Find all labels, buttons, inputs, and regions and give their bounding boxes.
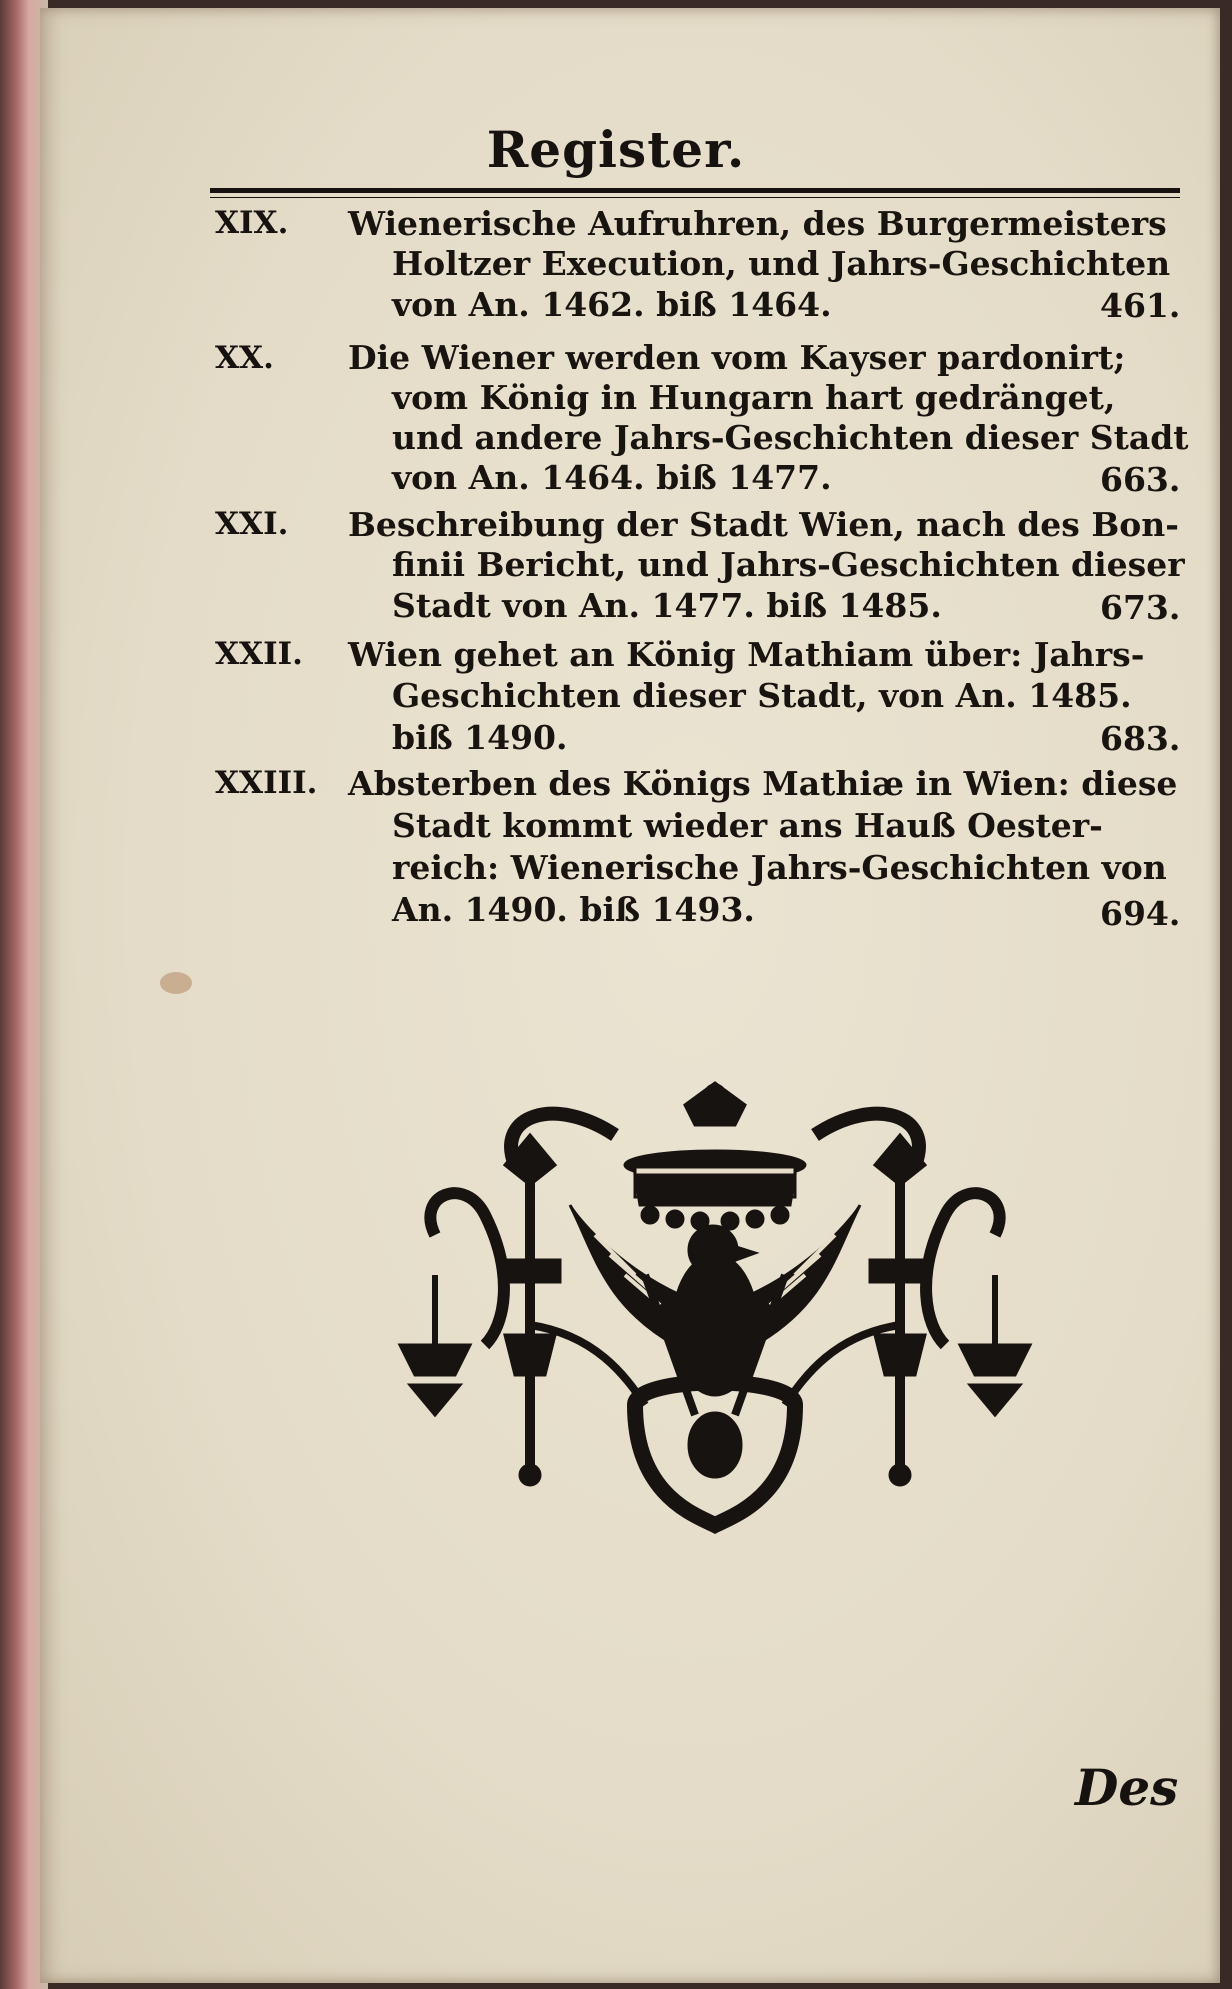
entry-line: Beschreibung der Stadt Wien, nach des Bon- [348, 505, 1179, 544]
eagle-crown-vignette-icon [395, 1075, 1035, 1535]
entry-page-number: 683. [1100, 719, 1181, 758]
entry-line: und andere Jahrs-Geschichten dieser Stadt [392, 418, 1189, 457]
entry-number: XXIII. [215, 765, 318, 801]
entry-line: An. 1490. biß 1493. [392, 890, 755, 929]
entry-line: Absterben des Königs Mathiæ in Wien: diese [348, 764, 1178, 803]
entry-line: von An. 1462. biß 1464. [392, 285, 832, 324]
entry-page-number: 663. [1100, 460, 1181, 499]
entry-line: Wienerische Aufruhren, des Burgermeisters [348, 204, 1167, 243]
entry-line: biß 1490. [392, 718, 568, 757]
entry-number: XIX. [215, 205, 289, 241]
entry-line: Geschichten dieser Stadt, von An. 1485. [392, 676, 1132, 715]
entry-page-number: 461. [1100, 286, 1181, 325]
entry-line: von An. 1464. biß 1477. [392, 458, 832, 497]
entry-page-number: 694. [1100, 894, 1181, 933]
entry-line: Stadt kommt wieder ans Hauß Oester- [392, 806, 1103, 845]
catchword: Des [1075, 1758, 1179, 1817]
entry-number: XXII. [215, 636, 303, 672]
entry-number: XX. [215, 340, 274, 376]
entry-line: finii Bericht, und Jahrs-Geschichten dieser [392, 545, 1185, 584]
entry-line: Stadt von An. 1477. biß 1485. [392, 586, 942, 625]
entry-line: Holtzer Execution, und Jahrs-Geschichten [392, 244, 1171, 283]
entry-line: Wien gehet an König Mathiam über: Jahrs- [348, 635, 1145, 674]
entry-page-number: 673. [1100, 588, 1181, 627]
page-title: Register. [486, 120, 746, 179]
entry-line: reich: Wienerische Jahrs-Geschichten von [392, 848, 1167, 887]
entry-line: Die Wiener werden vom Kayser pardonirt; [348, 338, 1126, 377]
entry-number: XXI. [215, 506, 289, 542]
entry-line: vom König in Hungarn hart gedränget, [392, 378, 1116, 417]
